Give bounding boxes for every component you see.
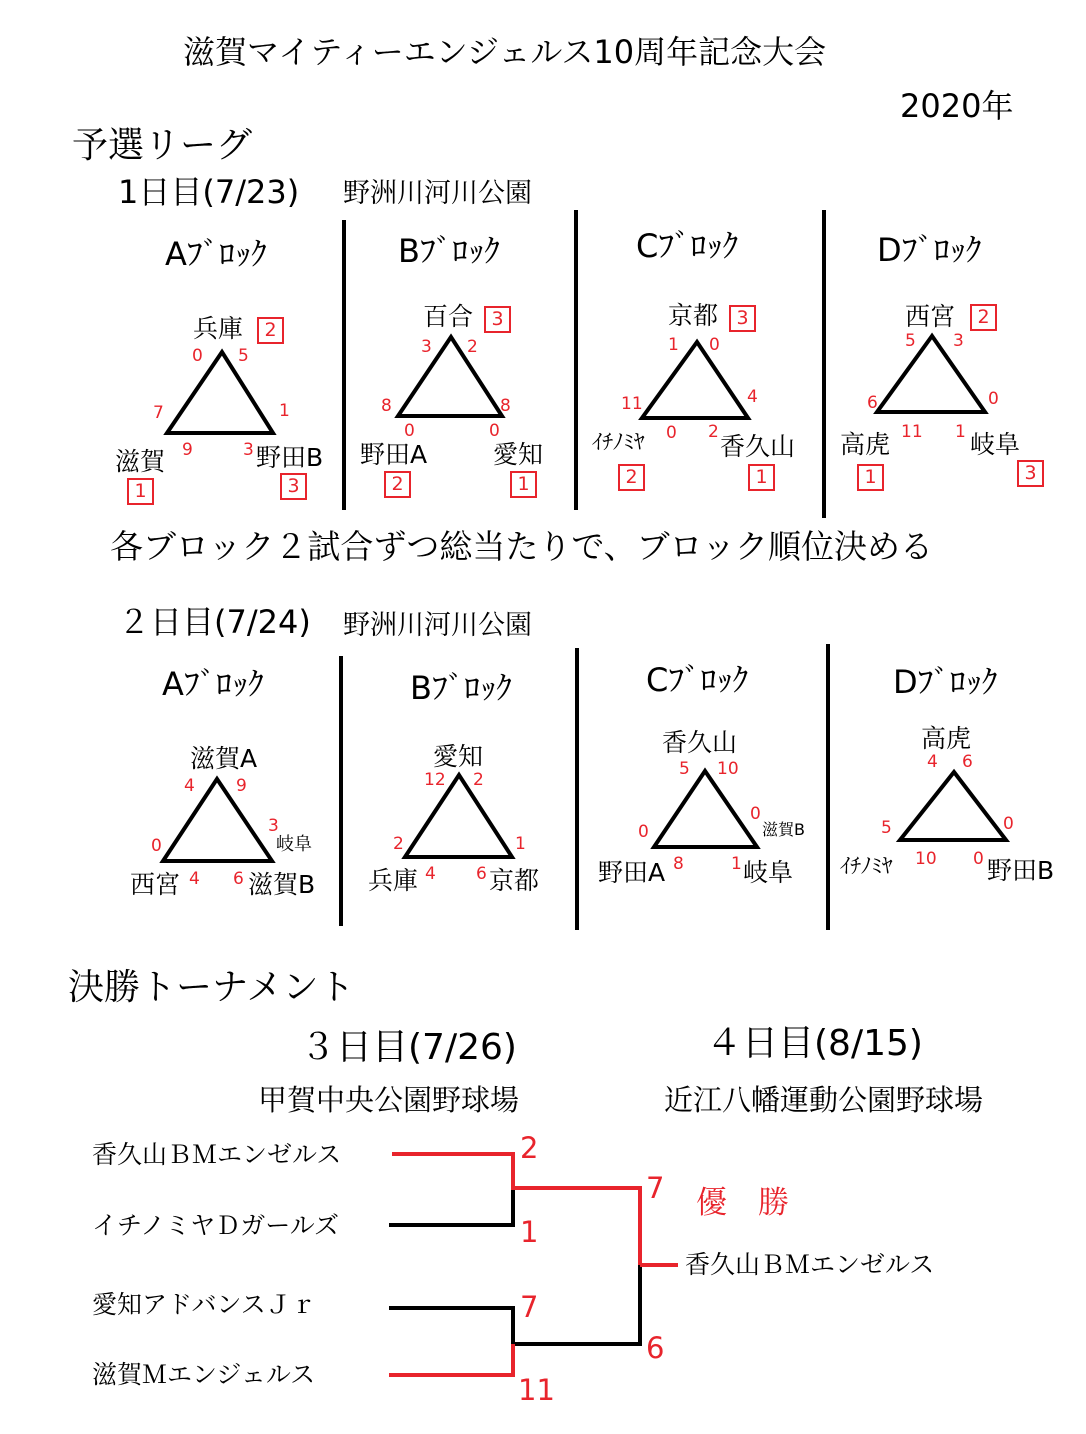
score: 2 xyxy=(467,337,478,357)
score: 11 xyxy=(901,422,923,442)
rank-badge: 3 xyxy=(484,306,511,333)
score: 0 xyxy=(1003,814,1014,834)
team-right: 京都 xyxy=(489,866,540,895)
team-top: 京都 xyxy=(668,301,719,330)
bracket-score: 7 xyxy=(646,1171,665,1205)
score: 0 xyxy=(709,335,720,355)
team-right: 野田B xyxy=(987,856,1055,885)
league-triangle xyxy=(877,336,985,412)
bracket-line xyxy=(392,1154,640,1265)
score: 0 xyxy=(666,423,677,443)
team-right-extra: 岐阜 xyxy=(276,834,312,855)
score: 9 xyxy=(182,440,193,460)
rank-badge: 3 xyxy=(729,305,756,332)
rank-badge: 1 xyxy=(748,464,775,491)
score: 3 xyxy=(421,337,432,357)
team-top: 百合 xyxy=(423,302,474,331)
bracket-team: 滋賀Ｍエンジェルス xyxy=(92,1360,316,1389)
team-top: 滋賀A xyxy=(190,744,258,773)
block-title: Cﾌﾞﾛｯｸ xyxy=(636,227,739,265)
rank-badge: 3 xyxy=(1017,460,1044,487)
bracket-line xyxy=(389,1308,513,1344)
score: 5 xyxy=(905,331,916,351)
team-right: 岐阜 xyxy=(970,430,1021,459)
score: 9 xyxy=(236,776,247,796)
league-triangle xyxy=(642,342,748,418)
day4-label: ４日目(8/15) xyxy=(706,1023,923,1064)
score: 4 xyxy=(747,387,758,407)
team-top: 愛知 xyxy=(433,742,484,771)
day1-venue: 野洲川河川公園 xyxy=(343,178,532,209)
score: 6 xyxy=(233,869,244,889)
score: 0 xyxy=(638,822,649,842)
team-right: 愛知 xyxy=(493,440,544,469)
team-left: 野田A xyxy=(598,858,666,887)
score: 12 xyxy=(424,770,446,790)
champion-label: 優 勝 xyxy=(696,1185,789,1221)
team-right: 香久山 xyxy=(720,432,796,461)
team-right: 野田B xyxy=(256,443,324,472)
team-left: 西宮 xyxy=(130,870,181,899)
team-left: 野田A xyxy=(360,440,428,469)
team-left: ｲﾁﾉﾐﾔ xyxy=(840,854,893,878)
page-title: 滋賀マイティーエンジェルス10周年記念大会 xyxy=(183,33,827,71)
score: 6 xyxy=(476,864,487,884)
team-right: 滋賀B xyxy=(248,870,316,899)
score: 4 xyxy=(189,869,200,889)
score: 4 xyxy=(425,864,436,884)
bracket-team: 愛知アドバンスＪｒ xyxy=(92,1290,316,1319)
score: 0 xyxy=(404,421,415,441)
score: 2 xyxy=(708,422,719,442)
league-triangle xyxy=(167,352,273,433)
team-left: 滋賀 xyxy=(115,447,166,476)
format-note: 各ブロック２試合ずつ総当たりで、ブロック順位決める xyxy=(110,527,934,566)
league-triangle xyxy=(900,772,1006,840)
score: 0 xyxy=(489,421,500,441)
team-left: ｲﾁﾉﾐﾔ xyxy=(592,430,645,454)
block-title: Cﾌﾞﾛｯｸ xyxy=(646,661,749,699)
rank-badge: 3 xyxy=(280,473,307,500)
score: 1 xyxy=(279,401,290,421)
day2-venue: 野洲川河川公園 xyxy=(343,610,532,641)
score: 3 xyxy=(243,440,254,460)
score: 3 xyxy=(268,816,279,836)
team-top: 兵庫 xyxy=(193,314,244,343)
day4-venue: 近江八幡運動公園野球場 xyxy=(664,1083,984,1117)
block-title: Aﾌﾞﾛｯｸ xyxy=(165,235,267,273)
score: 6 xyxy=(867,393,878,413)
final-heading: 決勝トーナメント xyxy=(68,967,355,1008)
team-right-extra: 滋賀B xyxy=(762,820,805,839)
score: 4 xyxy=(927,752,938,772)
score: 0 xyxy=(750,804,761,824)
year-label: 2020年 xyxy=(900,87,1014,125)
score: 1 xyxy=(955,422,966,442)
score: 2 xyxy=(393,834,404,854)
day1-label: 1日目(7/23) xyxy=(118,173,300,211)
score: 0 xyxy=(151,836,162,856)
score: 6 xyxy=(962,752,973,772)
team-top: 香久山 xyxy=(662,728,738,757)
league-triangle xyxy=(398,337,502,416)
block-title: Aﾌﾞﾛｯｸ xyxy=(162,665,264,703)
rank-badge: 1 xyxy=(127,478,154,505)
bracket-line xyxy=(389,1344,513,1375)
score: 8 xyxy=(673,854,684,874)
block-title: Bﾌﾞﾛｯｸ xyxy=(410,669,512,707)
bracket-score: 6 xyxy=(646,1331,665,1365)
rank-badge: 1 xyxy=(510,471,537,498)
bracket-score: 11 xyxy=(518,1373,555,1407)
league-triangle xyxy=(654,771,757,847)
score: 10 xyxy=(717,759,739,779)
block-title: Dﾌﾞﾛｯｸ xyxy=(893,663,998,701)
score: 2 xyxy=(473,770,484,790)
bracket-score: 1 xyxy=(520,1215,539,1249)
bracket-team: イチノミヤＤガールズ xyxy=(92,1211,340,1240)
champion-team: 香久山ＢＭエンゼルス xyxy=(685,1250,935,1279)
score: 5 xyxy=(238,346,249,366)
rank-badge: 1 xyxy=(857,464,884,491)
score: 10 xyxy=(915,849,937,869)
rank-badge: 2 xyxy=(384,471,411,498)
day3-label: ３日目(7/26) xyxy=(300,1027,517,1068)
score: 7 xyxy=(153,403,164,423)
score: 5 xyxy=(881,818,892,838)
rank-badge: 2 xyxy=(970,304,997,331)
team-right: 岐阜 xyxy=(743,858,794,887)
team-left: 高虎 xyxy=(840,430,891,459)
bracket-score: 7 xyxy=(520,1290,539,1324)
score: 4 xyxy=(184,776,195,796)
day3-venue: 甲賀中央公園野球場 xyxy=(258,1083,520,1117)
score: 1 xyxy=(515,834,526,854)
prelim-heading: 予選リーグ xyxy=(72,125,253,166)
block-title: Bﾌﾞﾛｯｸ xyxy=(398,232,500,270)
rank-badge: 2 xyxy=(618,464,645,491)
league-triangle xyxy=(405,775,512,857)
score: 0 xyxy=(988,389,999,409)
bracket-line xyxy=(389,1188,513,1225)
score: 1 xyxy=(731,854,742,874)
rank-badge: 2 xyxy=(257,317,284,344)
score: 8 xyxy=(500,396,511,416)
day2-label: ２日目(7/24) xyxy=(118,603,311,641)
score: 3 xyxy=(953,331,964,351)
bracket-score: 2 xyxy=(520,1131,539,1165)
score: 11 xyxy=(621,394,643,414)
team-top: 高虎 xyxy=(921,724,972,753)
league-triangle xyxy=(163,776,272,861)
score: 8 xyxy=(381,396,392,416)
score: 5 xyxy=(679,759,690,779)
score: 0 xyxy=(192,346,203,366)
score: 1 xyxy=(668,335,679,355)
team-left: 兵庫 xyxy=(368,866,419,895)
block-title: Dﾌﾞﾛｯｸ xyxy=(877,231,982,269)
bracket-team: 香久山ＢＭエンゼルス xyxy=(92,1140,342,1169)
score: 0 xyxy=(973,849,984,869)
team-top: 西宮 xyxy=(905,302,956,331)
